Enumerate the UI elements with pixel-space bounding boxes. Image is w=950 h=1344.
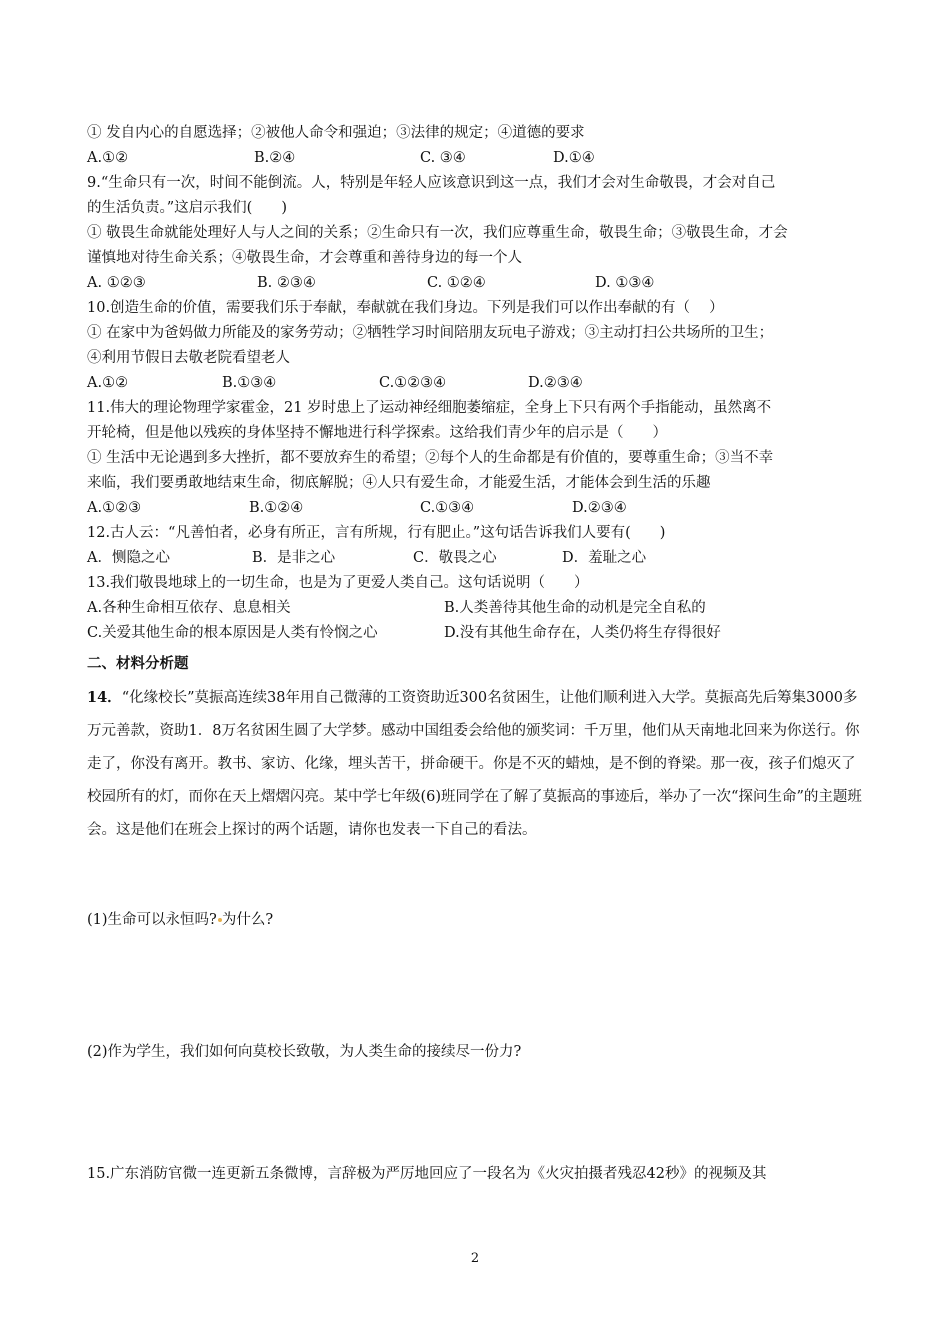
q12-stem: 12.古人云：“凡善怕者，必身有所正，言有所规，行有肥止。”这句话告诉我们人要有( ) xyxy=(87,525,666,541)
q11-stem-line1: 11.伟大的理论物理学家霍金，21 岁时患上了运动神经细胞萎缩症，全身上下只有两个手指能动，虽然离不 xyxy=(87,400,772,416)
q11-option-a: A.①②③ xyxy=(87,500,142,516)
q12-option-a: A．恻隐之心 xyxy=(87,550,170,566)
q8-option-d: D.①④ xyxy=(553,150,595,166)
q11-stem-line2: 开轮椅，但是他以残疾的身体坚持不懈地进行科学探索。这给我们青少年的启示是（ ） xyxy=(87,425,667,441)
q9-stem-line2: 的生活负责。”这启示我们( ) xyxy=(87,200,287,216)
q8-option-c: C. ③④ xyxy=(420,150,466,166)
q13-option-b: B.人类善待其他生命的动机是完全自私的 xyxy=(444,600,706,616)
q11-statements-line1: ① 生活中无论遇到多大挫折，都不要放弃生的希望；②每个人的生命都是有价值的，要尊重生命；③当不幸 xyxy=(87,450,774,466)
q12-option-d: D．羞耻之心 xyxy=(562,550,647,566)
q10-option-d: D.②③④ xyxy=(528,375,583,391)
q13-option-a: A.各种生命相互依存、息息相关 xyxy=(87,600,291,616)
section-heading: 二、材料分析题 xyxy=(87,655,189,672)
q10-option-a: A.①② xyxy=(87,375,129,391)
q8-statements: ① 发自内心的自愿选择；②被他人命令和强迫；③法律的规定；④道德的要求 xyxy=(87,125,585,141)
q10-option-c: C.①②③④ xyxy=(379,375,447,391)
q14-sub1-part-a: (1)生命可以永恒吗? xyxy=(87,912,217,928)
q12-option-b: B．是非之心 xyxy=(252,550,336,566)
q13-option-d: D.没有其他生命存在，人类仍将生存得很好 xyxy=(444,625,721,641)
q10-statements-line2: ④利用节假日去敬老院看望老人 xyxy=(87,350,290,366)
q9-option-b: B. ②③④ xyxy=(257,275,316,291)
q14-sub1-part-b: 为什么? xyxy=(221,912,274,928)
q9-option-d: D. ①③④ xyxy=(595,275,655,291)
q9-option-c: C. ①②④ xyxy=(427,275,486,291)
q13-stem: 13.我们敬畏地球上的一切生命，也是为了更爱人类自己。这句话说明（ ） xyxy=(87,575,589,591)
q14-number: 14． xyxy=(87,689,122,706)
q9-statements-line1: ① 敬畏生命就能处理好人与人之间的关系；②生命只有一次，我们应尊重生命，敬畏生命；③敬畏生命，才会 xyxy=(87,225,788,241)
q9-statements-line2: 谨慎地对待生命关系；④敬畏生命，才会尊重和善待身边的每一个人 xyxy=(87,250,522,266)
q14-passage xyxy=(87,681,867,847)
q13-option-c: C.关爱其他生命的根本原因是人类有怜悯之心 xyxy=(87,625,378,641)
page-number: 2 xyxy=(470,1251,480,1266)
q12-option-c: C．敬畏之心 xyxy=(413,550,497,566)
q10-option-b: B.①③④ xyxy=(222,375,277,391)
q15-stem: 15.广东消防官微一连更新五条微博，言辞极为严厉地回应了一段名为《火灾拍摄者残忍42秒》的视频及其 xyxy=(87,1166,767,1182)
q14-subquestion-1 xyxy=(87,910,273,930)
q9-option-a: A. ①②③ xyxy=(87,275,146,291)
q11-option-c: C.①③④ xyxy=(420,500,475,516)
q10-stem: 10.创造生命的价值，需要我们乐于奉献，奉献就在我们身边。下列是我们可以作出奉献的有（ ） xyxy=(87,300,724,316)
q14-text: “化缘校长”莫振高连续38年用自己微薄的工资资助近300名贫困生，让他们顺利进入大学。莫振高先后筹集3000多万元善款，资助1．8万名贫困生圆了大学梦。感动中国组委会给他的颁奖词：千万里，他们从天南地北回来为你送行。你走了，你没有离开。教书、家访、化缘，埋头苦干，拼命硬干。你是不灭的蜡烛，是不倒的脊梁。那一夜，孩子们熄灭了校园所有的灯，而你在天上熠熠闪亮。某中学七年级(6)班同学在了解了莫振高的事迹后，举办了一次“探问生命”的主题班会。这是他们在班会上探讨的两个话题，请你也发表一下自己的看法。 xyxy=(87,690,862,838)
q11-option-d: D.②③④ xyxy=(572,500,627,516)
q11-option-b: B.①②④ xyxy=(249,500,304,516)
q10-statements-line1: ① 在家中为爸妈做力所能及的家务劳动；②牺牲学习时间陪朋友玩电子游戏；③主动打扫公共场所的卫生； xyxy=(87,325,774,341)
q11-statements-line2: 来临，我们要勇敢地结束生命，彻底解脱；④人只有爱生命，才能爱生活，才能体会到生活的乐趣 xyxy=(87,475,711,491)
q14-subquestion-2: (2)作为学生，我们如何向莫校长致敬，为人类生命的接续尽一份力? xyxy=(87,1044,522,1060)
q8-option-a: A.①② xyxy=(87,150,129,166)
q9-stem-line1: 9.“生命只有一次，时间不能倒流。人，特别是年轻人应该意识到这一点，我们才会对生命敬畏，才会对自己 xyxy=(87,175,776,191)
q8-option-b: B.②④ xyxy=(254,150,296,166)
